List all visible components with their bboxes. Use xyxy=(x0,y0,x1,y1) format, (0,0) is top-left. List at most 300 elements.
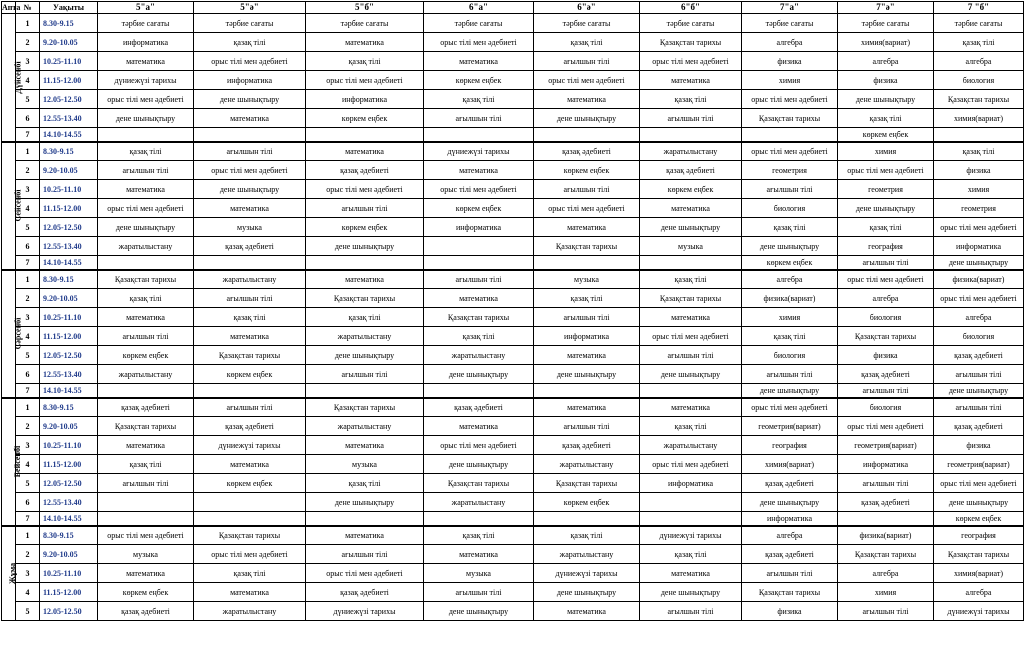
lesson-time: 9.20-10.05 xyxy=(40,417,98,436)
lesson-cell: дене шынықтыру xyxy=(534,365,640,384)
lesson-cell: қазақ тілі xyxy=(424,526,534,545)
header-class: 7"ә" xyxy=(838,2,934,14)
lesson-cell: математика xyxy=(306,33,424,52)
lesson-cell: қазақ тілі xyxy=(534,33,640,52)
lesson-cell: орыс тілі мен әдебиеті xyxy=(640,327,742,346)
lesson-cell: математика xyxy=(194,109,306,128)
lesson-cell xyxy=(742,128,838,142)
lesson-cell: математика xyxy=(98,308,194,327)
lesson-cell: ағылшын тілі xyxy=(640,109,742,128)
lesson-cell: орыс тілі мен әдебиеті xyxy=(98,90,194,109)
lesson-cell: көркем еңбек xyxy=(534,161,640,180)
lesson-number: 6 xyxy=(16,237,40,256)
lesson-cell: музыка xyxy=(194,218,306,237)
lesson-cell xyxy=(534,256,640,270)
lesson-number: 5 xyxy=(16,474,40,493)
table-row xyxy=(2,346,1024,365)
lesson-cell: орыс тілі мен әдебиеті xyxy=(306,71,424,90)
lesson-cell: тәрбие сағаты xyxy=(838,14,934,33)
lesson-cell xyxy=(98,493,194,512)
lesson-number: 1 xyxy=(16,142,40,161)
lesson-number: 4 xyxy=(16,71,40,90)
lesson-cell xyxy=(306,384,424,398)
lesson-cell: ағылшын тілі xyxy=(98,161,194,180)
lesson-cell: қазақ әдебиеті xyxy=(742,545,838,564)
lesson-number: 4 xyxy=(16,455,40,474)
lesson-cell: математика xyxy=(640,71,742,90)
lesson-cell: дүниежүзі тарихы xyxy=(194,436,306,455)
lesson-cell: геометрия(вариат) xyxy=(742,417,838,436)
lesson-number: 3 xyxy=(16,52,40,71)
lesson-cell xyxy=(640,512,742,526)
lesson-cell: ағылшын тілі xyxy=(306,545,424,564)
lesson-number: 7 xyxy=(16,384,40,398)
header-class: 7 "б" xyxy=(934,2,1024,14)
lesson-cell: музыка xyxy=(534,270,640,289)
lesson-cell: ағылшын тілі xyxy=(838,384,934,398)
lesson-number: 3 xyxy=(16,564,40,583)
lesson-cell: орыс тілі мен әдебиеті xyxy=(640,52,742,71)
lesson-cell: қазақ тілі xyxy=(742,327,838,346)
lesson-cell: қазақ әдебиеті xyxy=(534,436,640,455)
lesson-cell: көркем еңбек xyxy=(424,199,534,218)
lesson-cell: көркем еңбек xyxy=(838,128,934,142)
lesson-cell: математика xyxy=(194,327,306,346)
lesson-cell: дүниежүзі тарихы xyxy=(306,602,424,621)
lesson-cell: қазақ әдебиеті xyxy=(640,161,742,180)
header-class: 7"а" xyxy=(742,2,838,14)
table-row xyxy=(2,564,1024,583)
lesson-cell: тәрбие сағаты xyxy=(306,14,424,33)
lesson-time: 8.30-9.15 xyxy=(40,14,98,33)
lesson-cell: математика xyxy=(194,583,306,602)
lesson-cell: Қазақстан тарихы xyxy=(640,289,742,308)
lesson-cell: орыс тілі мен әдебиеті xyxy=(306,564,424,583)
lesson-cell: физика xyxy=(742,602,838,621)
lesson-cell: химия xyxy=(742,71,838,90)
lesson-cell: қазақ тілі xyxy=(98,455,194,474)
lesson-cell: жаратылыстану xyxy=(306,327,424,346)
table-row xyxy=(2,71,1024,90)
lesson-cell: биология xyxy=(838,308,934,327)
lesson-cell: математика xyxy=(306,436,424,455)
lesson-number: 1 xyxy=(16,14,40,33)
lesson-cell: биология xyxy=(934,71,1024,90)
lesson-cell: Қазақстан тарихы xyxy=(534,237,640,256)
lesson-cell: орыс тілі мен әдебиеті xyxy=(98,526,194,545)
lesson-cell: қазақ әдебиеті xyxy=(98,602,194,621)
lesson-time: 8.30-9.15 xyxy=(40,270,98,289)
table-row xyxy=(2,327,1024,346)
lesson-cell: Қазақстан тарихы xyxy=(424,308,534,327)
lesson-cell xyxy=(640,384,742,398)
lesson-cell: алгебра xyxy=(934,308,1024,327)
lesson-cell: музыка xyxy=(424,564,534,583)
table-row xyxy=(2,52,1024,71)
lesson-cell xyxy=(424,237,534,256)
lesson-cell: дүниежүзі тарихы xyxy=(98,71,194,90)
lesson-cell: математика xyxy=(306,270,424,289)
table-row xyxy=(2,308,1024,327)
lesson-number: 2 xyxy=(16,417,40,436)
lesson-cell: ағылшын тілі xyxy=(742,180,838,199)
table-row xyxy=(2,161,1024,180)
lesson-time: 9.20-10.05 xyxy=(40,161,98,180)
lesson-cell: геометрия xyxy=(742,161,838,180)
lesson-cell: қазақ тілі xyxy=(194,308,306,327)
table-row xyxy=(2,365,1024,384)
lesson-cell: дене шынықтыру xyxy=(534,109,640,128)
lesson-time: 12.05-12.50 xyxy=(40,90,98,109)
lesson-cell: ағылшын тілі xyxy=(424,270,534,289)
lesson-time: 9.20-10.05 xyxy=(40,289,98,308)
lesson-cell: көркем еңбек xyxy=(194,365,306,384)
lesson-cell: дене шынықтыру xyxy=(306,237,424,256)
lesson-time: 10.25-11.10 xyxy=(40,52,98,71)
lesson-cell: тәрбие сағаты xyxy=(742,14,838,33)
lesson-cell: көркем еңбек xyxy=(98,583,194,602)
lesson-cell xyxy=(424,384,534,398)
lesson-cell: физика xyxy=(934,161,1024,180)
lesson-cell: ағылшын тілі xyxy=(742,365,838,384)
lesson-cell: дене шынықтыру xyxy=(194,180,306,199)
lesson-cell: қазақ тілі xyxy=(640,417,742,436)
lesson-cell: дене шынықтыру xyxy=(424,455,534,474)
lesson-cell: қазақ тілі xyxy=(934,33,1024,52)
lesson-cell xyxy=(98,512,194,526)
lesson-cell: Қазақстан тарихы xyxy=(742,109,838,128)
lesson-number: 4 xyxy=(16,327,40,346)
lesson-time: 11.15-12.00 xyxy=(40,327,98,346)
lesson-cell: қазақ тілі xyxy=(98,289,194,308)
lesson-number: 1 xyxy=(16,398,40,417)
lesson-cell: информатика xyxy=(934,237,1024,256)
lesson-cell: жаратылыстану xyxy=(640,142,742,161)
lesson-cell: биология xyxy=(742,346,838,365)
lesson-cell: алгебра xyxy=(838,52,934,71)
lesson-cell: физика(вариат) xyxy=(934,270,1024,289)
lesson-cell: орыс тілі мен әдебиеті xyxy=(424,33,534,52)
lesson-number: 2 xyxy=(16,33,40,52)
lesson-cell: орыс тілі мен әдебиеті xyxy=(424,180,534,199)
lesson-cell xyxy=(640,128,742,142)
lesson-cell: химия xyxy=(934,180,1024,199)
lesson-time: 8.30-9.15 xyxy=(40,526,98,545)
lesson-cell: геометрия(вариат) xyxy=(838,436,934,455)
lesson-cell: химия(вариат) xyxy=(742,455,838,474)
lesson-cell: дене шынықтыру xyxy=(98,109,194,128)
lesson-cell: ағылшын тілі xyxy=(306,365,424,384)
lesson-cell: орыс тілі мен әдебиеті xyxy=(934,474,1024,493)
lesson-cell: математика xyxy=(640,199,742,218)
lesson-cell: жаратылыстану xyxy=(640,436,742,455)
lesson-cell: көркем еңбек xyxy=(306,218,424,237)
lesson-cell: информатика xyxy=(424,218,534,237)
lesson-number: 5 xyxy=(16,90,40,109)
header-class: 5"б" xyxy=(306,2,424,14)
lesson-cell xyxy=(640,493,742,512)
lesson-cell: алгебра xyxy=(838,564,934,583)
lesson-cell: жаратылыстану xyxy=(194,602,306,621)
lesson-cell: орыс тілі мен әдебиеті xyxy=(194,161,306,180)
lesson-cell xyxy=(194,512,306,526)
lesson-cell: физика(вариат) xyxy=(838,526,934,545)
table-row xyxy=(2,109,1024,128)
lesson-cell: дене шынықтыру xyxy=(934,256,1024,270)
lesson-cell: физика xyxy=(838,346,934,365)
table-row xyxy=(2,90,1024,109)
table-row xyxy=(2,474,1024,493)
lesson-cell: Қазақстан тарихы xyxy=(742,583,838,602)
table-row xyxy=(2,398,1024,417)
lesson-cell: музыка xyxy=(306,455,424,474)
lesson-cell: дене шынықтыру xyxy=(424,365,534,384)
lesson-cell: орыс тілі мен әдебиеті xyxy=(838,270,934,289)
lesson-number: 6 xyxy=(16,365,40,384)
lesson-cell: ағылшын тілі xyxy=(934,398,1024,417)
lesson-number: 7 xyxy=(16,256,40,270)
lesson-cell: ағылшын тілі xyxy=(838,602,934,621)
lesson-time: 12.55-13.40 xyxy=(40,365,98,384)
lesson-cell: Қазақстан тарихы xyxy=(306,289,424,308)
lesson-cell: музыка xyxy=(640,237,742,256)
lesson-cell: қазақ әдебиеті xyxy=(742,474,838,493)
lesson-cell: ағылшын тілі xyxy=(98,474,194,493)
lesson-cell: информатика xyxy=(534,327,640,346)
lesson-cell: көркем еңбек xyxy=(306,109,424,128)
lesson-time: 12.05-12.50 xyxy=(40,602,98,621)
lesson-time: 11.15-12.00 xyxy=(40,71,98,90)
lesson-cell: ағылшын тілі xyxy=(934,365,1024,384)
lesson-number: 2 xyxy=(16,161,40,180)
lesson-cell: дене шынықтыру xyxy=(838,199,934,218)
lesson-cell: математика xyxy=(424,52,534,71)
lesson-cell xyxy=(934,128,1024,142)
lesson-number: 5 xyxy=(16,218,40,237)
lesson-cell: география xyxy=(838,237,934,256)
lesson-cell: математика xyxy=(98,436,194,455)
lesson-cell: ағылшын тілі xyxy=(640,346,742,365)
lesson-cell xyxy=(424,512,534,526)
lesson-cell xyxy=(534,128,640,142)
lesson-cell: жаратылыстану xyxy=(98,365,194,384)
lesson-cell xyxy=(98,384,194,398)
lesson-cell: қазақ тілі xyxy=(640,270,742,289)
header-num: № xyxy=(16,2,40,14)
table-row xyxy=(2,602,1024,621)
lesson-cell: дүниежүзі тарихы xyxy=(424,142,534,161)
lesson-cell: Қазақстан тарихы xyxy=(98,270,194,289)
day-label xyxy=(2,142,23,270)
lesson-cell: математика xyxy=(424,289,534,308)
lesson-cell xyxy=(194,493,306,512)
lesson-cell: дене шынықтыру xyxy=(640,218,742,237)
table-row xyxy=(2,526,1024,545)
lesson-cell: дене шынықтыру xyxy=(640,365,742,384)
table-row xyxy=(2,256,1024,270)
lesson-cell: орыс тілі мен әдебиеті xyxy=(934,218,1024,237)
lesson-cell xyxy=(98,256,194,270)
lesson-cell: химия(вариат) xyxy=(838,33,934,52)
lesson-cell: дене шынықтыру xyxy=(306,493,424,512)
lesson-cell: дене шынықтыру xyxy=(534,583,640,602)
lesson-cell: дене шынықтыру xyxy=(934,384,1024,398)
lesson-cell: ағылшын тілі xyxy=(534,52,640,71)
lesson-cell: дене шынықтыру xyxy=(194,90,306,109)
lesson-cell: Қазақстан тарихы xyxy=(306,398,424,417)
lesson-number: 7 xyxy=(16,512,40,526)
lesson-cell: ағылшын тілі xyxy=(306,199,424,218)
table-row xyxy=(2,493,1024,512)
lesson-cell: қазақ тілі xyxy=(194,33,306,52)
table-row xyxy=(2,270,1024,289)
table-row xyxy=(2,545,1024,564)
lesson-cell: тәрбие сағаты xyxy=(934,14,1024,33)
lesson-time: 12.55-13.40 xyxy=(40,237,98,256)
lesson-cell: физика(вариат) xyxy=(742,289,838,308)
lesson-cell: қазақ әдебиеті xyxy=(838,365,934,384)
lesson-cell: ағылшын тілі xyxy=(194,289,306,308)
header-row xyxy=(2,2,1024,14)
lesson-cell: Қазақстан тарихы xyxy=(424,474,534,493)
lesson-cell: қазақ әдебиеті xyxy=(306,161,424,180)
lesson-cell: көркем еңбек xyxy=(640,180,742,199)
lesson-cell: биология xyxy=(934,327,1024,346)
lesson-cell: дене шынықтыру xyxy=(424,602,534,621)
lesson-number: 6 xyxy=(16,109,40,128)
lesson-cell: математика xyxy=(534,218,640,237)
lesson-cell: көркем еңбек xyxy=(534,493,640,512)
lesson-cell: информатика xyxy=(98,33,194,52)
lesson-number: 3 xyxy=(16,180,40,199)
lesson-cell: математика xyxy=(306,526,424,545)
lesson-cell: информатика xyxy=(742,512,838,526)
lesson-number: 5 xyxy=(16,602,40,621)
lesson-cell: тәрбие сағаты xyxy=(640,14,742,33)
lesson-cell: жаратылыстану xyxy=(424,346,534,365)
lesson-cell xyxy=(98,128,194,142)
lesson-cell: қазақ тілі xyxy=(640,545,742,564)
lesson-cell: жаратылыстану xyxy=(424,493,534,512)
lesson-cell xyxy=(194,128,306,142)
lesson-time: 9.20-10.05 xyxy=(40,545,98,564)
lesson-cell: қазақ тілі xyxy=(306,474,424,493)
lesson-cell: информатика xyxy=(194,71,306,90)
table-row xyxy=(2,289,1024,308)
lesson-cell: информатика xyxy=(640,474,742,493)
day-label xyxy=(2,270,23,398)
lesson-cell: көркем еңбек xyxy=(194,474,306,493)
lesson-cell: қазақ тілі xyxy=(306,52,424,71)
lesson-cell: химия xyxy=(838,583,934,602)
lesson-time: 12.55-13.40 xyxy=(40,493,98,512)
lesson-cell: алгебра xyxy=(934,52,1024,71)
lesson-cell: орыс тілі мен әдебиеті xyxy=(194,545,306,564)
lesson-cell: ағылшын тілі xyxy=(640,602,742,621)
lesson-cell: қазақ тілі xyxy=(640,90,742,109)
lesson-cell: математика xyxy=(424,161,534,180)
lesson-cell: химия(вариат) xyxy=(934,109,1024,128)
lesson-cell: физика xyxy=(838,71,934,90)
header-class: 5"а" xyxy=(98,2,194,14)
lesson-cell: орыс тілі мен әдебиеті xyxy=(640,455,742,474)
lesson-cell: дене шынықтыру xyxy=(934,493,1024,512)
table-row xyxy=(2,180,1024,199)
table-row xyxy=(2,237,1024,256)
header-class: 6"ә" xyxy=(534,2,640,14)
lesson-cell: ағылшын тілі xyxy=(838,474,934,493)
lesson-number: 1 xyxy=(16,270,40,289)
lesson-cell: математика xyxy=(98,52,194,71)
lesson-cell xyxy=(424,128,534,142)
lesson-cell: қазақ әдебиеті xyxy=(98,398,194,417)
lesson-cell: қазақ тілі xyxy=(534,289,640,308)
lesson-cell: орыс тілі мен әдебиеті xyxy=(98,199,194,218)
lesson-cell: қазақ әдебиеті xyxy=(934,417,1024,436)
lesson-number: 2 xyxy=(16,545,40,564)
lesson-cell: ағылшын тілі xyxy=(424,583,534,602)
lesson-time: 8.30-9.15 xyxy=(40,142,98,161)
lesson-cell: орыс тілі мен әдебиеті xyxy=(742,398,838,417)
lesson-cell: геометрия(вариат) xyxy=(934,455,1024,474)
lesson-time: 11.15-12.00 xyxy=(40,455,98,474)
lesson-time: 11.15-12.00 xyxy=(40,583,98,602)
lesson-cell: Қазақстан тарихы xyxy=(838,545,934,564)
lesson-cell: дүниежүзі тарихы xyxy=(534,564,640,583)
lesson-cell: дене шынықтыру xyxy=(742,237,838,256)
lesson-cell: қазақ тілі xyxy=(424,327,534,346)
lesson-cell: математика xyxy=(424,545,534,564)
day-name: Дүйсенбі xyxy=(13,61,23,94)
lesson-cell: Қазақстан тарихы xyxy=(640,33,742,52)
lesson-cell: қазақ әдебиеті xyxy=(934,346,1024,365)
lesson-cell: орыс тілі мен әдебиеті xyxy=(534,199,640,218)
lesson-cell: математика xyxy=(194,199,306,218)
lesson-cell: қазақ тілі xyxy=(534,526,640,545)
lesson-cell xyxy=(194,384,306,398)
lesson-cell: биология xyxy=(838,398,934,417)
lesson-cell: орыс тілі мен әдебиеті xyxy=(838,161,934,180)
table-row xyxy=(2,436,1024,455)
lesson-number: 1 xyxy=(16,526,40,545)
lesson-cell: жаратылыстану xyxy=(534,545,640,564)
lesson-cell: Қазақстан тарихы xyxy=(934,90,1024,109)
lesson-cell: орыс тілі мен әдебиеті xyxy=(934,289,1024,308)
lesson-cell: информатика xyxy=(306,90,424,109)
lesson-cell: қазақ тілі xyxy=(424,90,534,109)
lesson-cell: орыс тілі мен әдебиеті xyxy=(838,417,934,436)
lesson-number: 4 xyxy=(16,199,40,218)
lesson-cell: математика xyxy=(194,455,306,474)
lesson-cell: көркем еңбек xyxy=(742,256,838,270)
lesson-cell: дене шынықтыру xyxy=(640,583,742,602)
lesson-cell: ағылшын тілі xyxy=(838,256,934,270)
lesson-cell: геометрия xyxy=(934,199,1024,218)
table-row xyxy=(2,14,1024,33)
lesson-time: 8.30-9.15 xyxy=(40,398,98,417)
lesson-time: 10.25-11.10 xyxy=(40,180,98,199)
lesson-cell: жаратылыстану xyxy=(194,270,306,289)
table-row xyxy=(2,33,1024,52)
lesson-cell: қазақ әдебиеті xyxy=(306,583,424,602)
lesson-cell: ағылшын тілі xyxy=(98,327,194,346)
table-row xyxy=(2,384,1024,398)
lesson-time: 12.05-12.50 xyxy=(40,346,98,365)
lesson-cell: математика xyxy=(640,564,742,583)
lesson-cell: тәрбие сағаты xyxy=(194,14,306,33)
table-row xyxy=(2,199,1024,218)
lesson-cell: қазақ тілі xyxy=(98,142,194,161)
